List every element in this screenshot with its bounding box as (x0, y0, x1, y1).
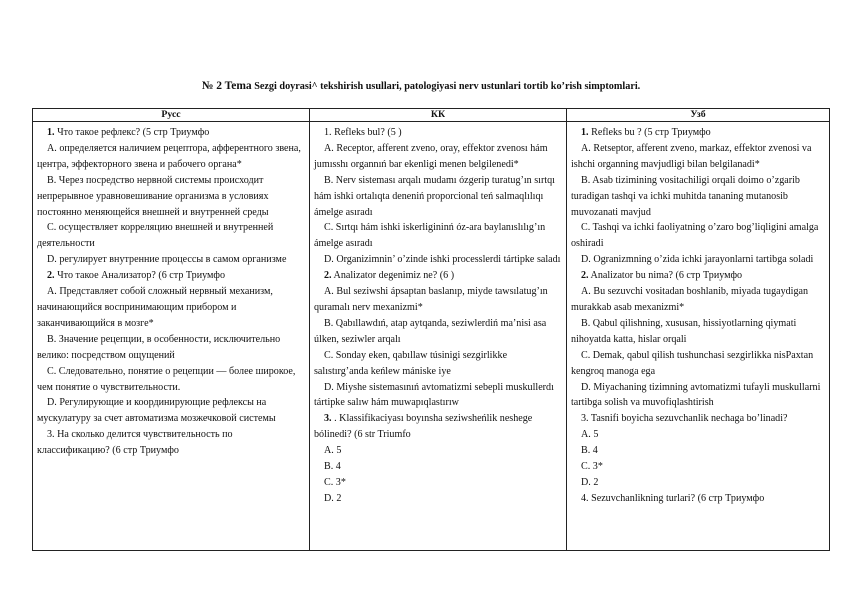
line-text: A. 5 (581, 429, 599, 441)
question-line (314, 348, 562, 380)
question-line (571, 348, 825, 380)
question-line (37, 173, 305, 221)
question-line (571, 475, 825, 491)
line-text: D. Ogranizmning o’zida ichki jarayonlarni tartibga soladi (581, 254, 814, 266)
line-text: С. Следовательно, понятие о рецепции — более широкое, чем понятие о чувствительности. (37, 365, 296, 393)
question-line (314, 173, 562, 221)
question-line (314, 316, 562, 348)
question-line (314, 220, 562, 252)
question-line (571, 284, 825, 316)
question-line (314, 475, 562, 491)
question-line (37, 395, 305, 427)
question-number: 3. (324, 413, 332, 425)
question-number: 1. (47, 127, 55, 138)
question-line (571, 411, 825, 427)
question-number: 2. (47, 270, 55, 282)
line-text: A. Retseptor, afferent zveno, markaz, effektor zvenosi va ishchi organning mavjudligi bilan belgilanadi* (571, 142, 812, 170)
question-line (571, 491, 825, 507)
question-line (37, 141, 305, 173)
question-line (37, 364, 305, 396)
question-line (314, 268, 562, 284)
question-line (37, 125, 305, 141)
line-text: B. Qabul qilishning, xususan, hissiyotlarning qiymati nihoyatda katta, hislar orqali (571, 317, 797, 345)
question-line (314, 141, 562, 173)
question-line (314, 491, 562, 507)
line-text: В. Значение рецепции, в особенности, исключительно велико: посредством ощущений (37, 333, 281, 361)
line-text: D. регулирует внутренние процессы в самом организме (47, 254, 287, 266)
line-text: C. Sırtqı hám ishki iskerligininń óz-ara baylanıslılıg’ın ámelge asıradı (314, 222, 546, 250)
line-text: B. 4 (324, 461, 341, 473)
question-line (571, 380, 825, 412)
question-line (314, 380, 562, 412)
line-text: D. Organizimnin’ o’zinde ishki processlerdi tártipke saladı (324, 254, 561, 266)
line-text: 4. Sezuvchanlikning turlari? (6 стр Триумфо (581, 492, 765, 504)
line-text: D. 2 (581, 476, 599, 488)
column-russian (33, 122, 310, 551)
question-line (37, 220, 305, 252)
line-text: C. Tashqi va ichki faoliyatning o’zaro bog’liqligini amalga oshiradi (571, 222, 819, 250)
table-row (33, 122, 830, 551)
line-text: C. 3* (581, 461, 603, 473)
line-text: C. 3* (324, 476, 346, 488)
question-line (37, 284, 305, 332)
document-title (0, 80, 842, 92)
line-text: A. Bu sezuvchi vositadan boshlanib, miyada tugaydigan murakkab asab mexanizmi* (571, 286, 809, 313)
line-text: Analizator bu nima? (6 стр Триумфо (588, 270, 743, 282)
title-number: № 2 Tema (201, 80, 252, 92)
line-text: B. Nerv sisteması arqalı mudamı ózgerip turatug’ın sırtqı hám ishki ortalıqta deneniń proporcional teń salmaqlılıqı ámelge asıradı (314, 174, 555, 218)
question-number: 2. (581, 270, 589, 282)
line-text: A. 5 (324, 445, 342, 457)
question-line (571, 268, 825, 284)
question-line (314, 411, 562, 443)
line-text: C. Demak, qabul qilish tushunchasi sezgirlikka nisPaxtan kengroq manoga ega (571, 349, 814, 377)
line-text: А. Представляет собой сложный нервный механизм, начинающийся воспринимающим прибором и заканчивающийся в мозге* (37, 286, 273, 329)
column-uzbek (567, 122, 830, 551)
line-text: B. Asab tizimining vositachiligi orqali doimo o’zgarib turadigan tashqi va ichki muhitda tananing mutanosib muvozanati mavjud (571, 174, 800, 218)
question-number: 1. (581, 127, 589, 138)
question-line (314, 443, 562, 459)
question-number: 2. (324, 270, 332, 282)
question-line (314, 284, 562, 316)
line-text: D. Регулирующие и координирующие рефлексы на мускулатуру за счет автоматизма мозжечковой системы (37, 397, 276, 425)
line-text: Refleks bu ? (5 стр Триумфо (588, 127, 711, 138)
question-line (571, 252, 825, 268)
question-line (571, 459, 825, 475)
question-line (571, 427, 825, 443)
column-karakalpak (310, 122, 567, 551)
line-text: D. Miyachaning tizimning avtomatizmi tufayli muskullarni tartibga solish va muvofiqlashtirish (571, 381, 821, 409)
header-russian: Русс (33, 109, 310, 122)
question-line (571, 316, 825, 348)
line-text: 3. Tasnifi boyicha sezuvchanlik nechaga bo’linadi? (581, 413, 788, 425)
line-text: В. Через посредство нервной системы происходит непрерывное уравновешивание организма в условиях постоянно меняющейся внешней и внутренней среды (37, 174, 269, 218)
line-text: D. Miyshe sistemasınıń avtomatizmi sebepli muskullerdı tártipke salıw hám muwapıqlastırıw (314, 381, 554, 409)
line-text: Что такое Анализатор? (6 стр Триумфо (54, 270, 226, 282)
line-text: B. Qabıllawdıń, atap aytqanda, seziwlerdiń ma’nisi asa úlken, seziwler arqalı (314, 317, 547, 345)
question-line (314, 459, 562, 475)
line-text: 1. Refleks bul? (5 ) (324, 127, 402, 138)
line-text: A. Bul seziwshi ápsaptan baslanıp, miyde tawsılatug’ın quramalı nerv mexanizmi* (314, 286, 548, 313)
quiz-table (32, 108, 830, 551)
line-text: Analizator degenimiz ne? (6 ) (331, 270, 455, 282)
line-text: A. Receptor, afferent zveno, oray, effektor zvenosı hám jumısshı organnıń bar ekenligi menen belgilenedi* (314, 142, 548, 170)
question-line (571, 220, 825, 252)
header-karakalpak: КК (310, 109, 567, 122)
question-line (571, 141, 825, 173)
line-text: B. 4 (581, 445, 598, 457)
line-text: . Klassifikaciyası boyınsha seziwsheńlik neshege bólinedi? (6 str Triumfo (314, 413, 533, 441)
question-line (37, 252, 305, 268)
line-text: А. определяется наличием рецептора, афферентного звена, центра, эффекторного звена и рабочего органа* (37, 142, 301, 170)
header-uzbek: Узб (567, 109, 830, 122)
line-text: C. Sonday eken, qabıllaw túsinigi sezgirlikke salıstırg’anda keńlew mániske iye (314, 349, 508, 377)
line-text: 3. На сколько делится чувствительность по классификацию? (6 стр Триумфо (37, 429, 233, 457)
line-text: D. 2 (324, 492, 342, 504)
line-text: С. осуществляет корреляцию внешней и внутренней деятельности (37, 222, 274, 250)
question-line (571, 443, 825, 459)
question-line (37, 427, 305, 459)
question-line (571, 173, 825, 221)
line-text: Что такое рефлекс? (5 стр Триумфо (54, 127, 210, 138)
question-line (571, 125, 825, 141)
question-line (37, 268, 305, 284)
table-header-row (33, 109, 830, 122)
question-line (314, 125, 562, 141)
title-text: Sezgi doyrasi^ tekshirish usullari, patologiyasi nerv ustunlari tortib ko’rish simptomlari. (254, 81, 641, 92)
question-line (37, 332, 305, 364)
question-line (314, 252, 562, 268)
